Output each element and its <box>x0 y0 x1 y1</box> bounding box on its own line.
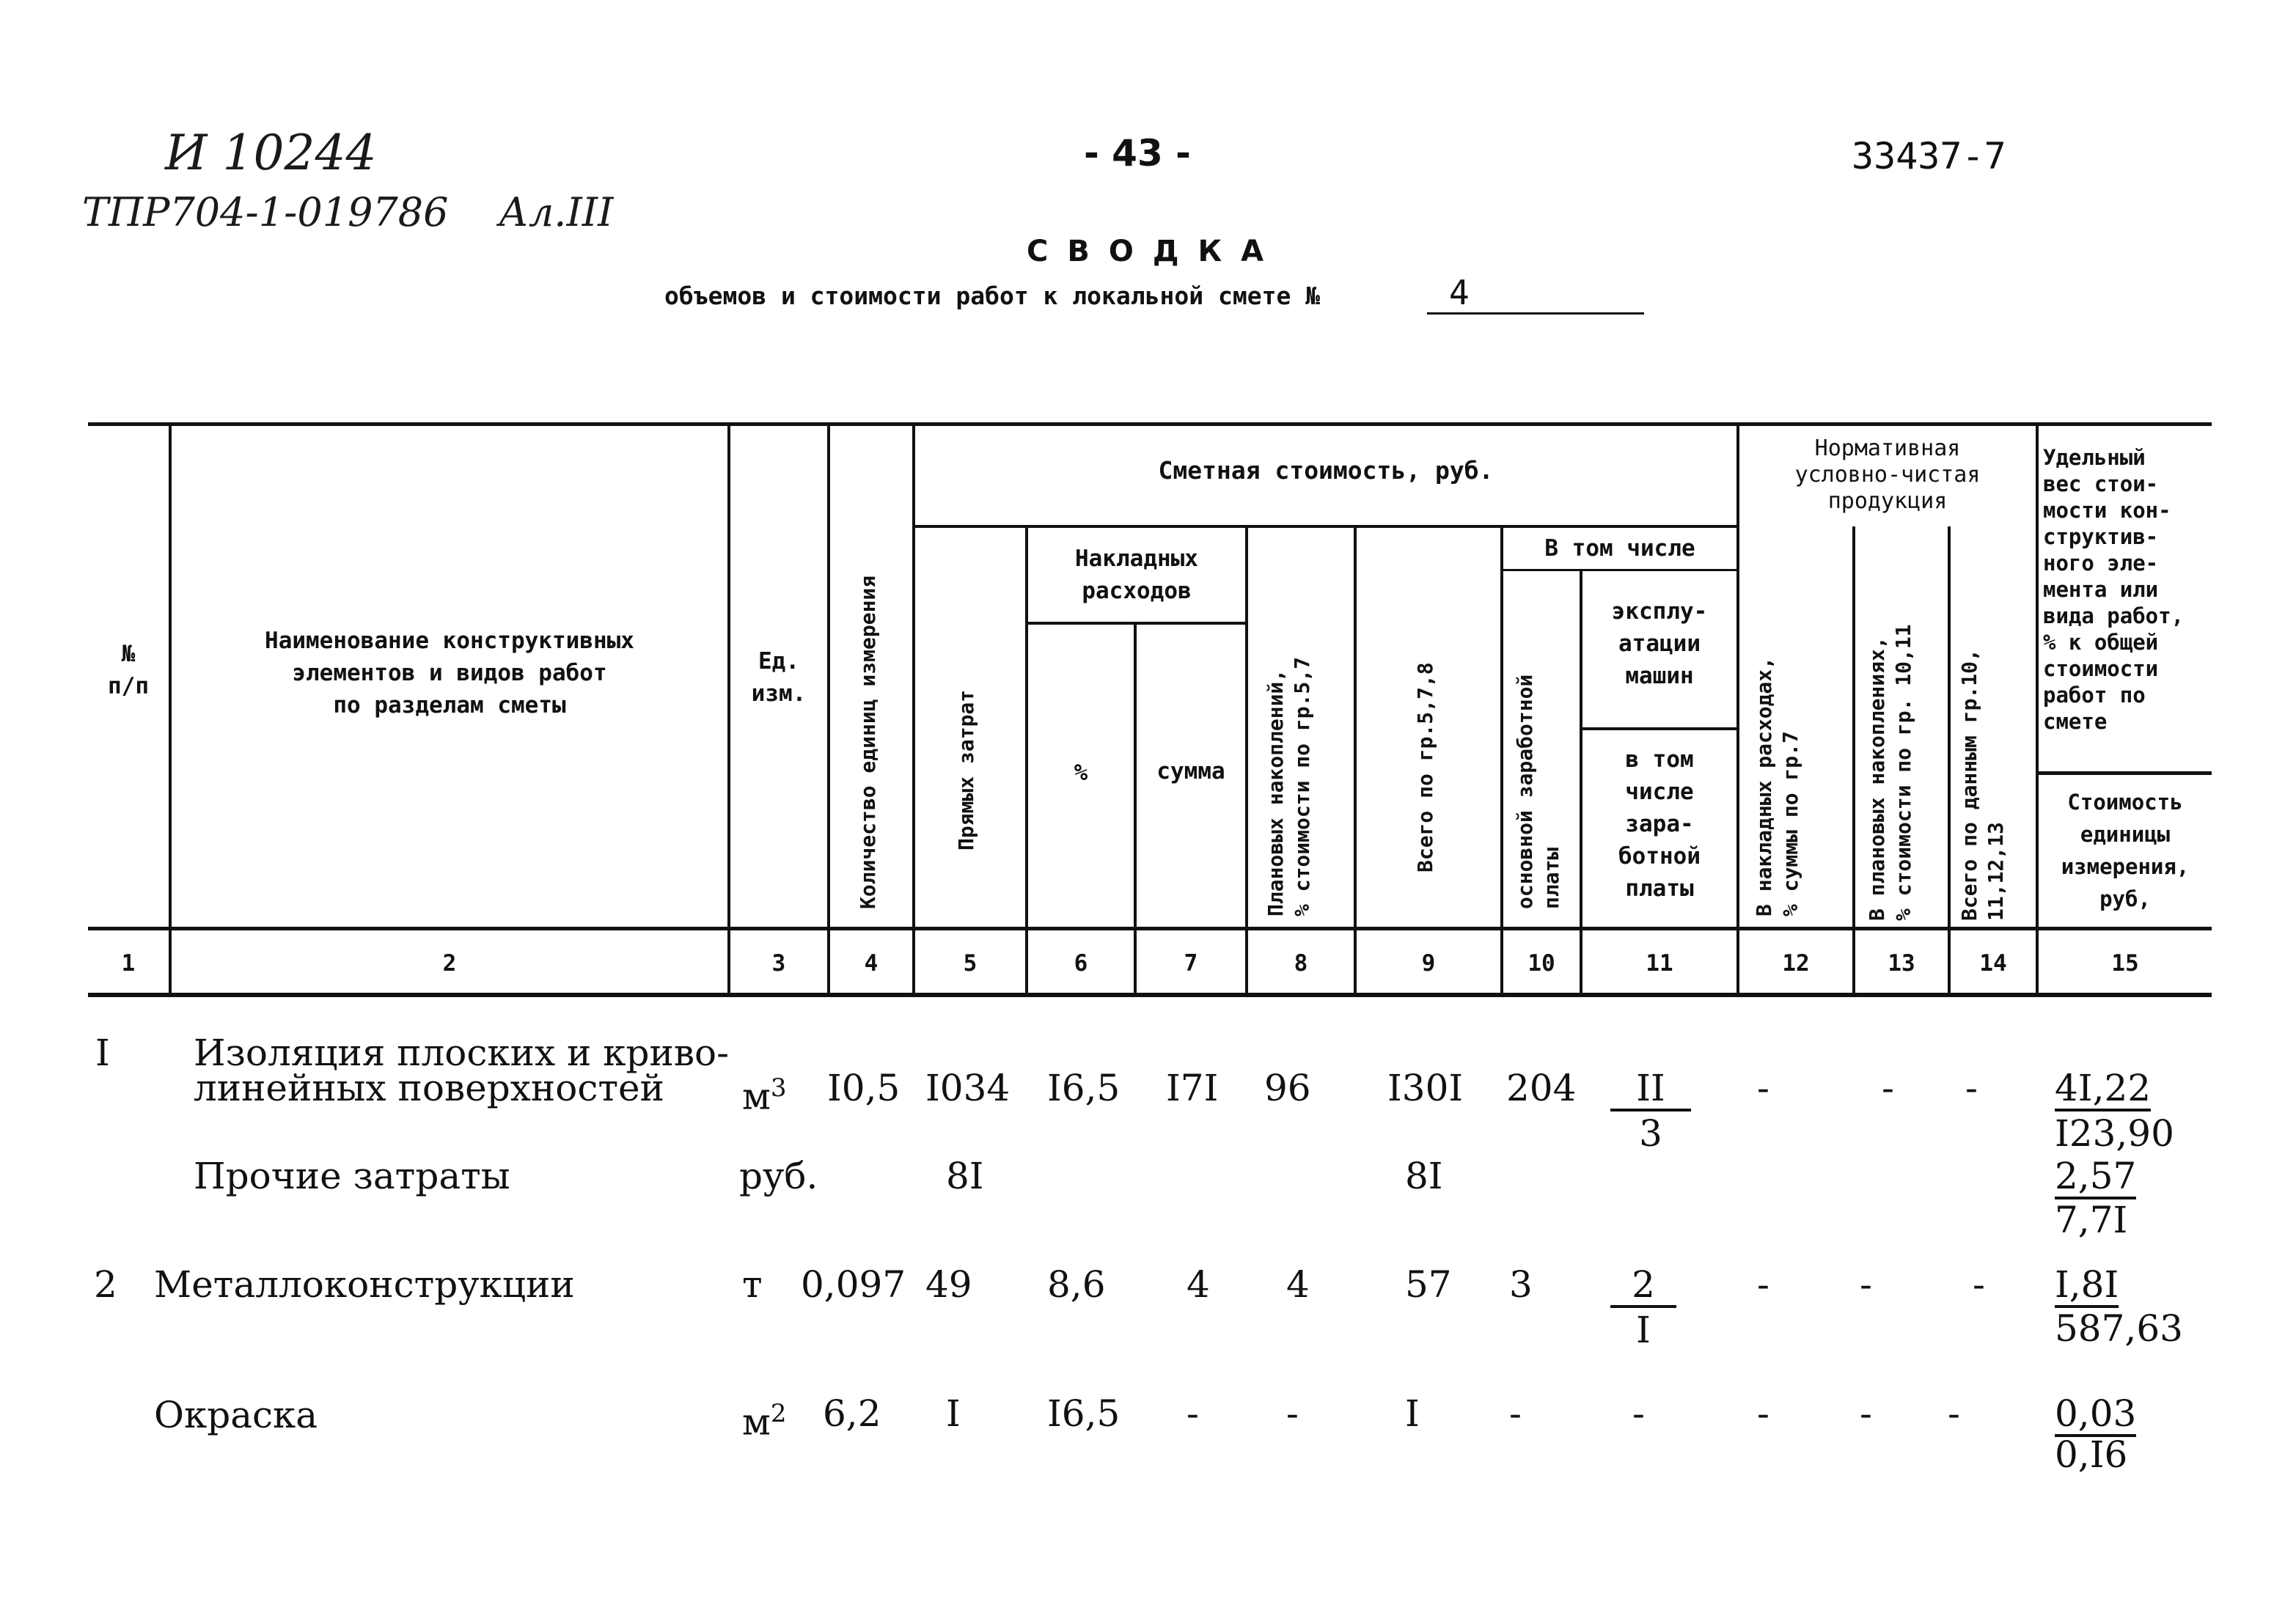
row-base-wage: - <box>1509 1392 1522 1435</box>
subtitle-text: объемов и стоимости работ к локальной смете № <box>664 282 1321 310</box>
header-specific-weight: Удельный вес стои- мости кон- структив- ного эле- мента или вида работ, % к общей стоимости работ по смете <box>2043 445 2185 734</box>
col-number: 8 <box>1294 950 1308 977</box>
estimate-number <box>1427 273 1644 315</box>
row-machines-wage: I <box>1636 1309 1651 1351</box>
handwritten-album: Ал.III <box>499 189 614 235</box>
row-col13: - <box>1860 1263 1872 1306</box>
header-planned: Плановых накоплений, % стоимости по гр.5,7 <box>1263 656 1314 916</box>
row-direct: I <box>946 1392 961 1435</box>
header-direct: Прямых затрат <box>954 689 978 850</box>
row-direct: 49 <box>925 1263 972 1306</box>
unit-exponent: 2 <box>770 1399 787 1428</box>
row-pct: 8,6 <box>1047 1263 1106 1306</box>
row-base-wage: 204 <box>1506 1067 1577 1109</box>
header-incl-wage: в том числе зара- ботной платы <box>1618 746 1701 902</box>
row-qty: 6,2 <box>823 1392 881 1435</box>
unit-exponent: 3 <box>770 1073 787 1103</box>
row-col12: - <box>1757 1263 1769 1306</box>
handwritten-inventory-number: И 10244 <box>165 125 377 181</box>
row-col12: - <box>1757 1392 1769 1435</box>
row-total: I30I <box>1387 1067 1464 1109</box>
col-number: 13 <box>1888 950 1915 977</box>
row-specific-weight: 4I,22 <box>2055 1068 2151 1112</box>
row-col14: - <box>1948 1392 1960 1435</box>
header-machines: эксплу- атации машин <box>1611 598 1708 689</box>
unit-text: м <box>742 1075 771 1118</box>
row-specific-weight: I,8I <box>2055 1264 2119 1308</box>
col-number: 9 <box>1421 950 1436 977</box>
col-number: 4 <box>864 950 879 977</box>
header-name: Наименование конструктивных элементов и видов работ по разделам сметы <box>265 628 634 719</box>
row-unit: руб. <box>739 1155 818 1197</box>
header-qty: Количество единиц измерения <box>856 575 880 909</box>
row-name: Прочие затраты <box>194 1155 510 1197</box>
header-overhead: Накладных расходов <box>1075 545 1198 604</box>
row-planned: - <box>1286 1392 1299 1435</box>
row-direct: I034 <box>925 1067 1011 1109</box>
row-pct: I6,5 <box>1047 1392 1121 1435</box>
row-name: Изоляция плоских и криво- <box>194 1032 730 1074</box>
unit-text: м <box>742 1400 771 1444</box>
row-qty: I0,5 <box>827 1067 901 1109</box>
row-unit-cost: 587,63 <box>2055 1307 2183 1350</box>
row-unit <box>742 1393 787 1443</box>
row-unit <box>742 1068 787 1117</box>
row-specific-weight: 0,03 <box>2055 1393 2136 1437</box>
row-name-cont: линейных поверхностей <box>194 1067 664 1109</box>
row-col12: - <box>1757 1067 1769 1109</box>
col-number: 14 <box>1979 950 2007 977</box>
col-number: 11 <box>1646 950 1673 977</box>
row-direct: 8I <box>946 1155 984 1197</box>
row-col14: - <box>1973 1263 1985 1306</box>
row-unit: т <box>742 1263 763 1306</box>
row-sum: I7I <box>1166 1067 1219 1109</box>
col-number: 7 <box>1184 950 1198 977</box>
header-base-wage: основной заработной платы <box>1513 674 1563 909</box>
row-col14: - <box>1965 1067 1978 1109</box>
row-col13: - <box>1860 1392 1872 1435</box>
header-pct: % <box>1074 760 1088 786</box>
col-number: 6 <box>1074 950 1088 977</box>
header-estimated-cost: Сметная стоимость, руб. <box>1158 456 1494 485</box>
page-number: - 43 - <box>1084 132 1191 174</box>
col-number: 15 <box>2111 950 2139 977</box>
page-title: СВОДКА <box>1027 235 1283 268</box>
header-in-overhead: В накладных расходах, % суммы по гр.7 <box>1752 656 1802 916</box>
row-planned: 96 <box>1264 1067 1311 1109</box>
col-number: 12 <box>1782 950 1810 977</box>
header-num: № п/п <box>108 641 149 699</box>
page-subtitle <box>664 282 1320 310</box>
header-sum: сумма <box>1156 758 1225 785</box>
header-unit: Ед. изм. <box>751 648 807 707</box>
row-unit-cost: 0,I6 <box>2055 1433 2128 1476</box>
row-unit-cost: I23,90 <box>2055 1112 2174 1155</box>
row-sum: - <box>1186 1392 1199 1435</box>
header-total: Всего по гр.5,7,8 <box>1413 662 1437 872</box>
row-qty: 0,097 <box>801 1263 906 1306</box>
row-specific-weight: 2,57 <box>2055 1155 2136 1199</box>
row-base-wage: 3 <box>1509 1263 1533 1306</box>
row-name: Окраска <box>154 1394 318 1436</box>
row-col13: - <box>1882 1067 1894 1109</box>
row-total: I <box>1405 1392 1420 1435</box>
row-name: Металлоконструкции <box>154 1263 575 1306</box>
row-planned: 4 <box>1286 1263 1310 1306</box>
col-number: 3 <box>771 950 786 977</box>
header-unit-cost: Стоимость единицы измерения, руб, <box>2061 790 2190 911</box>
header-including: В том числе <box>1544 535 1695 562</box>
col-number: 5 <box>963 950 978 977</box>
estimate-number-value: 4 <box>1449 273 1470 312</box>
row-total: 57 <box>1405 1263 1452 1306</box>
document-code: 33437-7 <box>1852 135 2006 177</box>
row-pct: I6,5 <box>1047 1067 1121 1109</box>
row-machines-wage: 3 <box>1639 1112 1662 1155</box>
row-machines: - <box>1632 1392 1645 1435</box>
row-machines: 2 <box>1610 1264 1676 1308</box>
col-number: 1 <box>121 950 136 977</box>
row-num: 2 <box>94 1263 117 1306</box>
col-number: 10 <box>1527 950 1555 977</box>
row-num: I <box>95 1032 110 1074</box>
row-machines: II <box>1610 1068 1691 1112</box>
row-unit-cost: 7,7I <box>2055 1199 2128 1241</box>
header-in-planned: В плановых накоплениях, % стоимости по гр. 10,11 <box>1865 624 1915 921</box>
header-total-norm: Всего по данным гр.10, 11,12,13 <box>1957 649 2008 921</box>
handwritten-project-code: ТПР704-1-019786 <box>82 189 449 235</box>
row-total: 8I <box>1405 1155 1443 1197</box>
col-number: 2 <box>442 950 457 977</box>
row-sum: 4 <box>1186 1263 1210 1306</box>
header-normative: Нормативная условно-чистая продукция <box>1794 436 1981 514</box>
